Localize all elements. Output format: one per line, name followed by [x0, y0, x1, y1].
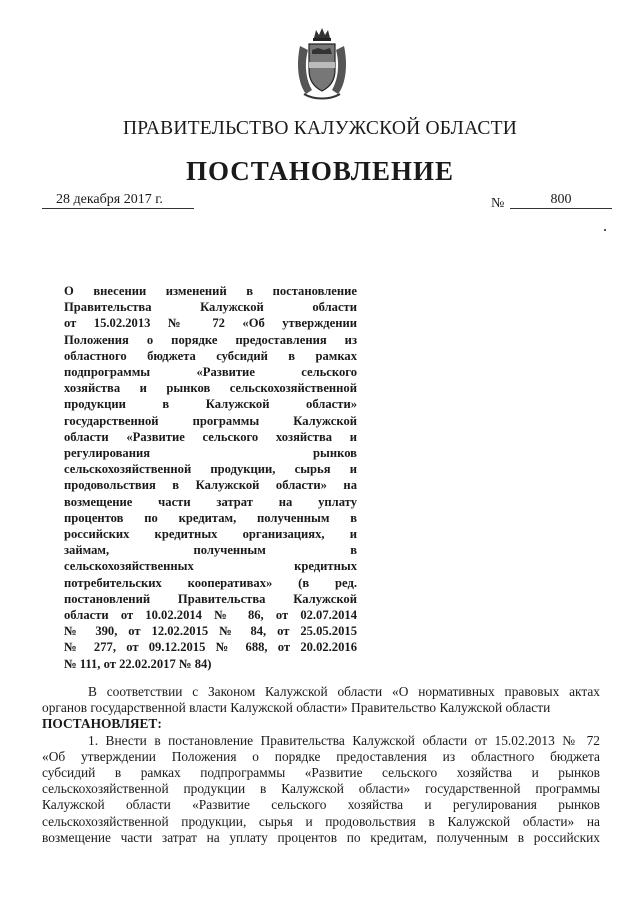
number-label: №: [491, 196, 505, 211]
subject-line: областного бюджета субсидий в рамках: [64, 348, 357, 363]
item-1-line: 1. Внести в постановление Правительства Калужской области от 15.02.2013 № 72: [88, 732, 600, 748]
government-title: ПРАВИТЕЛЬСТВО КАЛУЖСКОЙ ОБЛАСТИ: [123, 118, 517, 139]
subject-line: хозяйства и рынков сельскохозяйственной: [64, 381, 357, 396]
subject-line: регулирования рынков: [64, 446, 357, 461]
subject-line: займам, полученным в: [64, 543, 357, 558]
subject-line: от 15.02.2013 № 72 «Об утверждении: [64, 316, 357, 331]
subject-line: области от 10.02.2014 № 86, от 02.07.2014: [64, 608, 357, 623]
subject-heading: [64, 283, 357, 672]
subject-line: возмещение части затрат на уплату: [64, 494, 357, 509]
subject-line: № 277, от 09.12.2015 № 688, от 20.02.2016: [64, 640, 357, 655]
subject-line: сельскохозяйственной продукции, сырья и: [64, 462, 357, 477]
item-1-line: субсидий в рамках подпрограммы «Развитие сельского хозяйства и рынков: [42, 765, 600, 781]
subject-line: постановлений Правительства Калужской: [64, 591, 357, 606]
subject-line: № 390, от 12.02.2015 № 84, от 25.05.2015: [64, 624, 357, 639]
intro-line: В соответствии с Законом Калужской области «О нормативных правовых актах: [88, 684, 600, 699]
item-1-line: сельскохозяйственной продукции в Калужской области» государственной программы: [42, 781, 600, 797]
item-1-line: сельскохозяйственной продукции, сырья и продовольствия в Калужской области» на: [42, 813, 600, 829]
subject-line: сельскохозяйственных кредитных: [64, 559, 357, 574]
subject-line: потребительских кооперативах» (в ред.: [64, 575, 357, 590]
subject-line: продовольствия в Калужской области» на: [64, 478, 357, 493]
subject-line: российских кредитных организациях, и: [64, 527, 357, 542]
scan-speck: [604, 229, 606, 231]
subject-line: процентов по кредитам, полученным в: [64, 510, 357, 525]
intro-line: органов государственной власти Калужской области» Правительство Калужской области: [42, 700, 551, 716]
decree-word: ПОСТАНОВЛЯЕТ:: [42, 716, 162, 732]
document-number: 800: [510, 191, 612, 209]
item-1-line: возмещение части затрат на уплату процентов по кредитам, полученным в российских: [42, 829, 600, 845]
subject-line: продукции в Калужской области»: [64, 397, 357, 412]
subject-line: области «Развитие сельского хозяйства и: [64, 429, 357, 444]
subject-line: Правительства Калужской области: [64, 300, 357, 315]
subject-line: № 111, от 22.02.2017 № 84): [64, 656, 212, 671]
subject-line: подпрограммы «Развитие сельского: [64, 365, 357, 380]
decree-body: [42, 684, 600, 846]
item-1-line: «Об утверждении Положения о порядке предоставления из областного бюджета: [42, 748, 600, 764]
kaluga-coat-of-arms-icon: [292, 24, 352, 102]
document-type: ПОСТАНОВЛЕНИЕ: [185, 156, 455, 186]
subject-line: О внесении изменений в постановление: [64, 284, 357, 298]
subject-line: государственной программы Калужской: [64, 413, 357, 428]
document-date: 28 декабря 2017 г.: [42, 191, 194, 209]
subject-line: Положения о порядке предоставления из: [64, 332, 357, 347]
item-1-line: Калужской области «Развитие сельского хозяйства и регулирования рынков: [42, 797, 600, 813]
